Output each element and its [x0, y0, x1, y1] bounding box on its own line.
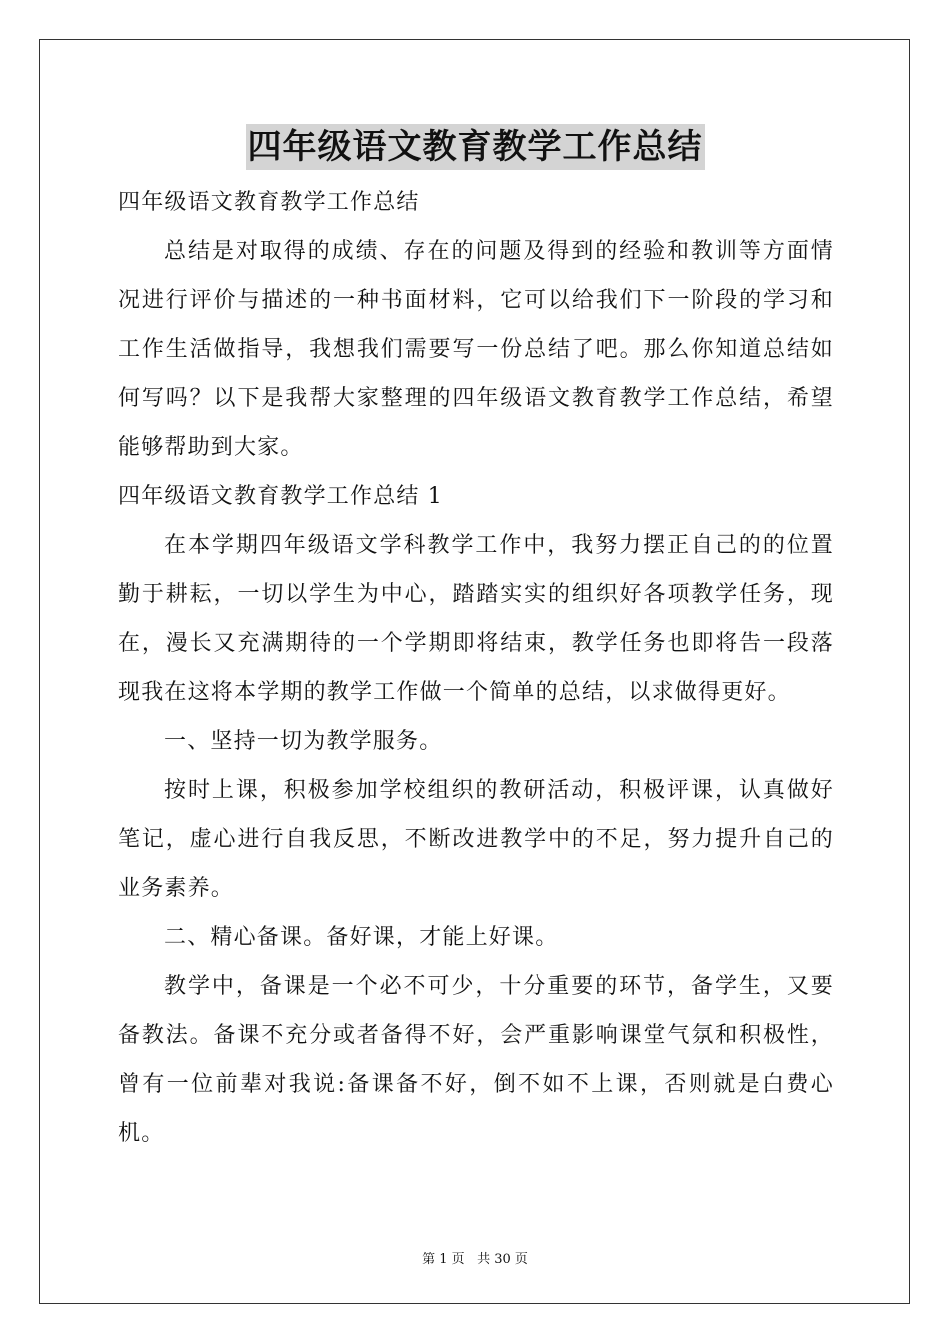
document-body [118, 178, 834, 1158]
paragraph-body: 教学中，备课是一个必不可少，十分重要的环节，备学生，又要备教法。备课不充分或者备得不好，会严重影响课堂气氛和积极性，曾有一位前辈对我说:备课备不好，倒不如不上课，否则就是白费心机。 [118, 974, 834, 1146]
document-title: 四年级语文教育教学工作总结 [246, 124, 705, 170]
page-total: 共 30 页 [477, 1252, 528, 1267]
paragraph-subtitle: 四年级语文教育教学工作总结 [118, 190, 420, 215]
page-footer [0, 1248, 950, 1267]
paragraph-body: 在本学期四年级语文学科教学工作中，我努力摆正自己的的位置勤于耕耘，一切以学生为中心，踏踏实实的组织好各项教学任务，现在，漫长又充满期待的一个学期即将结束，教学任务也即将告一段落现我在这将本学期的教学工作做一个简单的总结，以求做得更好。 [118, 533, 834, 705]
paragraph-point-heading: 二、精心备课。备好课，才能上好课。 [164, 925, 559, 950]
title-container [0, 124, 950, 170]
paragraph-section-heading: 四年级语文教育教学工作总结 1 [118, 484, 443, 509]
paragraph-intro: 总结是对取得的成绩、存在的问题及得到的经验和教训等方面情况进行评价与描述的一种书面材料，它可以给我们下一阶段的学习和工作生活做指导，我想我们需要写一份总结了吧。那么你知道总结如何写吗？以下是我帮大家整理的四年级语文教育教学工作总结，希望能够帮助到大家。 [118, 239, 834, 460]
paragraph-body: 按时上课，积极参加学校组织的教研活动，积极评课，认真做好笔记，虚心进行自我反思，不断改进教学中的不足，努力提升自己的业务素养。 [118, 778, 834, 901]
page-number: 第 1 页 [422, 1252, 465, 1267]
paragraph-point-heading: 一、坚持一切为教学服务。 [164, 729, 443, 754]
